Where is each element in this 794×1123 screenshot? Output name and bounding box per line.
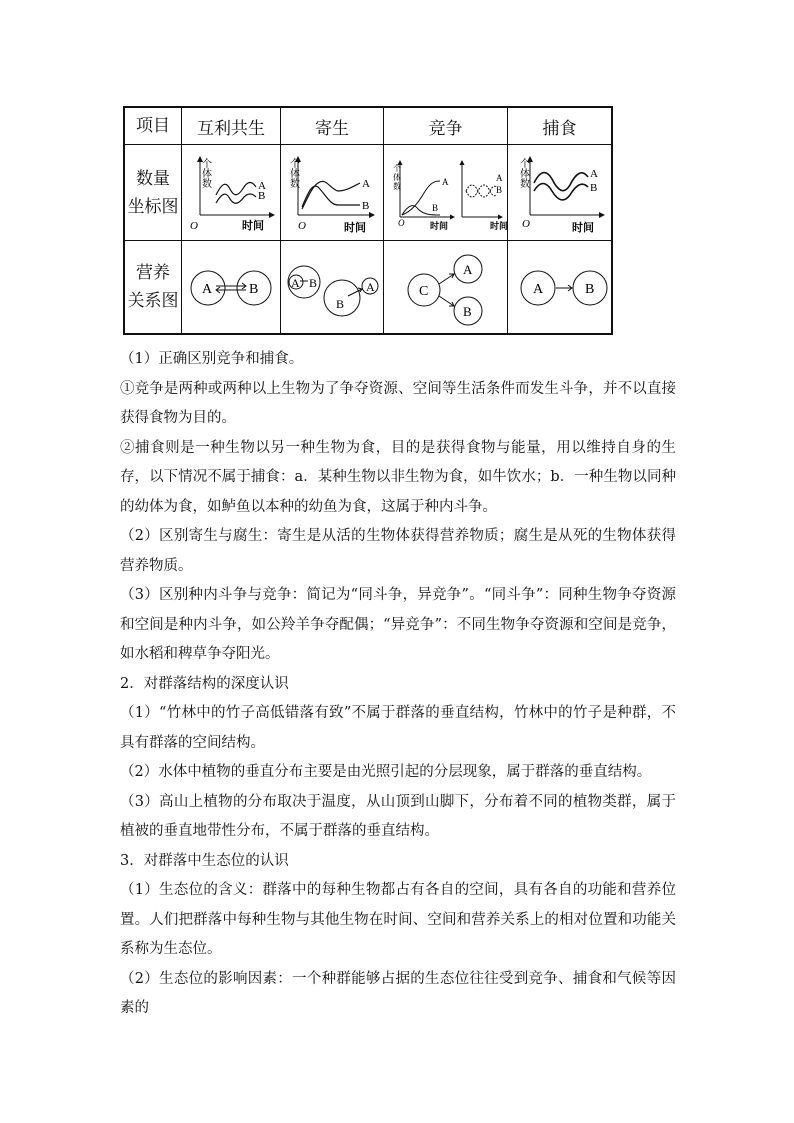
node-a: A [202,282,213,297]
quantity-graph-row [124,145,612,241]
competition-diagram [386,242,506,332]
label-b: B [362,199,370,212]
x-axis-label-2: 时间 [489,220,508,231]
y-axis-label-2: 体 [392,172,401,182]
species-relationship-table [123,106,613,335]
node-b: B [584,282,594,297]
label-b: B [431,202,438,213]
body-text [120,345,676,1024]
label-a-2: A [495,172,502,183]
predation-diagram [510,242,610,332]
x-axis-label: 时间 [571,221,594,234]
paragraph-7: （2）水体中植物的垂直分布主要是由光照引起的分层现象，属于群落的垂直结构。 [120,764,652,780]
paragraph-4: （2）区别寄生与腐生：寄生是从活的生物体获得营养物质；腐生是从死的生物体获得营养物质。 [120,528,676,574]
node-c: C [418,284,428,299]
parasitism-diagram-cell [281,241,384,335]
mutualism-diagram [182,242,280,332]
x-axis-label: 时间 [344,221,366,234]
paragraph-1: （1）正确区别竞争和捕食。 [120,351,304,367]
trophic-row-label-line1: 营养 [136,263,170,283]
label-b-2: B [495,184,502,195]
header-competition-cell: 竞争 [384,107,508,145]
competition-graph-cell [384,145,508,241]
origin-label: O [298,219,306,232]
y-axis-label-3: 数 [392,181,401,191]
quantity-row-label-line2: 坐标图 [127,196,179,217]
label-a: A [441,176,448,187]
node-a-2: A [366,280,375,294]
mutualism-graph [182,147,280,239]
header-parasitism-cell: 寄生 [281,107,384,145]
x-axis-label: 时间 [242,219,264,232]
competition-graph [386,147,506,239]
parasitism-graph [282,147,382,239]
predation-diagram-cell [508,241,613,335]
label-a: A [258,179,266,192]
curve-b [534,183,588,199]
node-a: A [532,282,543,297]
paragraph-5: （3）区别种内斗争与竞争：简记为“同斗争，异竞争”。“同斗争”：同种生物争夺资源和空间是种内斗争，如公羚羊争夺配偶；“异竞争”：不同生物争夺资源和空间是竞争，如水稻和稗草争夺阳光。 [120,587,676,662]
y-axis-label-2: 体 [519,168,530,180]
y-axis-label-1: 个 [290,158,300,170]
y-axis-label-1: 个 [519,158,530,170]
y-axis-label-3: 数 [519,178,530,190]
y-axis-label-2: 体 [290,168,300,180]
trophic-relation-row [124,241,612,335]
section-heading-3: 3．对群落中生态位的认识 [120,852,289,869]
parasitism-diagram [282,242,382,332]
paragraph-8: （3）高山上植物的分布取决于温度，从山顶到山脚下，分布着不同的植物类群，属于植被的垂直地带性分布，不属于群落的垂直结构。 [120,793,676,839]
node-b-2: B [336,297,345,311]
curve-a [216,182,256,195]
curve-b [302,186,360,207]
label-a: A [362,177,370,190]
paragraph-10: （2）生态位的影响因素：一个种群能够占据的生态位往往受到竞争、捕食和气候等因素的 [120,970,676,1016]
predation-graph [510,147,610,239]
table-header-row [124,107,612,145]
quantity-row-label [124,145,182,241]
node-a-1: A [291,276,300,290]
paragraph-3: ②捕食则是一种生物以另一种生物为食，目的是获得食物与能量，用以维持自身的生存，以下情况不属于捕食：a．某种生物以非生物为食，如牛饮水；b．一种生物以同种的幼体为食，如鲈鱼以本种的幼鱼为食，这属于种内斗争。 [120,439,676,515]
label-b: B [258,189,266,202]
parasitism-graph-cell [281,145,384,241]
quantity-row-label-line1: 数量 [136,168,170,189]
label-b: B [589,181,597,194]
y-axis-label-3: 数 [290,178,300,190]
node-a: A [462,262,472,277]
origin-label: O [521,217,530,230]
predation-graph-cell [508,145,613,241]
origin-label: O [190,219,198,232]
y-axis-label-3: 数 [202,178,212,190]
competition-diagram-cell [384,241,508,335]
trophic-row-label [124,241,182,335]
section-heading-2: 2．对群落结构的深度认识 [120,675,289,692]
arrow-c-to-b [439,296,454,306]
curve-a [534,172,588,190]
y-axis-label-1: 个 [392,163,401,173]
curve-b [216,194,256,203]
paragraph-6: （1）“竹林中的竹子高低错落有致”不属于群落的垂直结构，竹林中的竹子是种群，不具有群落的空间结构。 [120,705,676,751]
mutualism-diagram-cell [182,241,281,335]
paragraph-9: （1）生态位的含义：群落中的每种生物都占有各自的空间，具有各自的功能和营养位置。人们把群落中每种生物与其他生物在时间、空间和营养关系上的相对位置和功能关系称为生态位。 [120,882,676,957]
paragraph-2: ①竞争是两种或两种以上生物为了争夺资源、空间等生活条件而发生斗争，并不以直接获得食物为目的。 [120,380,676,426]
x-axis-label: 时间 [429,220,448,231]
header-mutualism-cell: 互利共生 [182,107,281,145]
trophic-row-label-line2: 关系图 [127,291,179,311]
header-predation-cell: 捕食 [508,107,613,145]
node-b: B [462,304,472,319]
arrow-c-to-a [439,274,454,284]
header-item-cell: 项目 [124,107,182,145]
node-b: B [249,282,259,297]
label-a: A [589,167,598,180]
y-axis-label-2: 体 [202,168,212,180]
node-b-1: B [309,276,318,290]
y-axis-label-1: 个 [202,158,212,170]
origin-label: O [397,217,404,228]
mutualism-graph-cell [182,145,281,241]
